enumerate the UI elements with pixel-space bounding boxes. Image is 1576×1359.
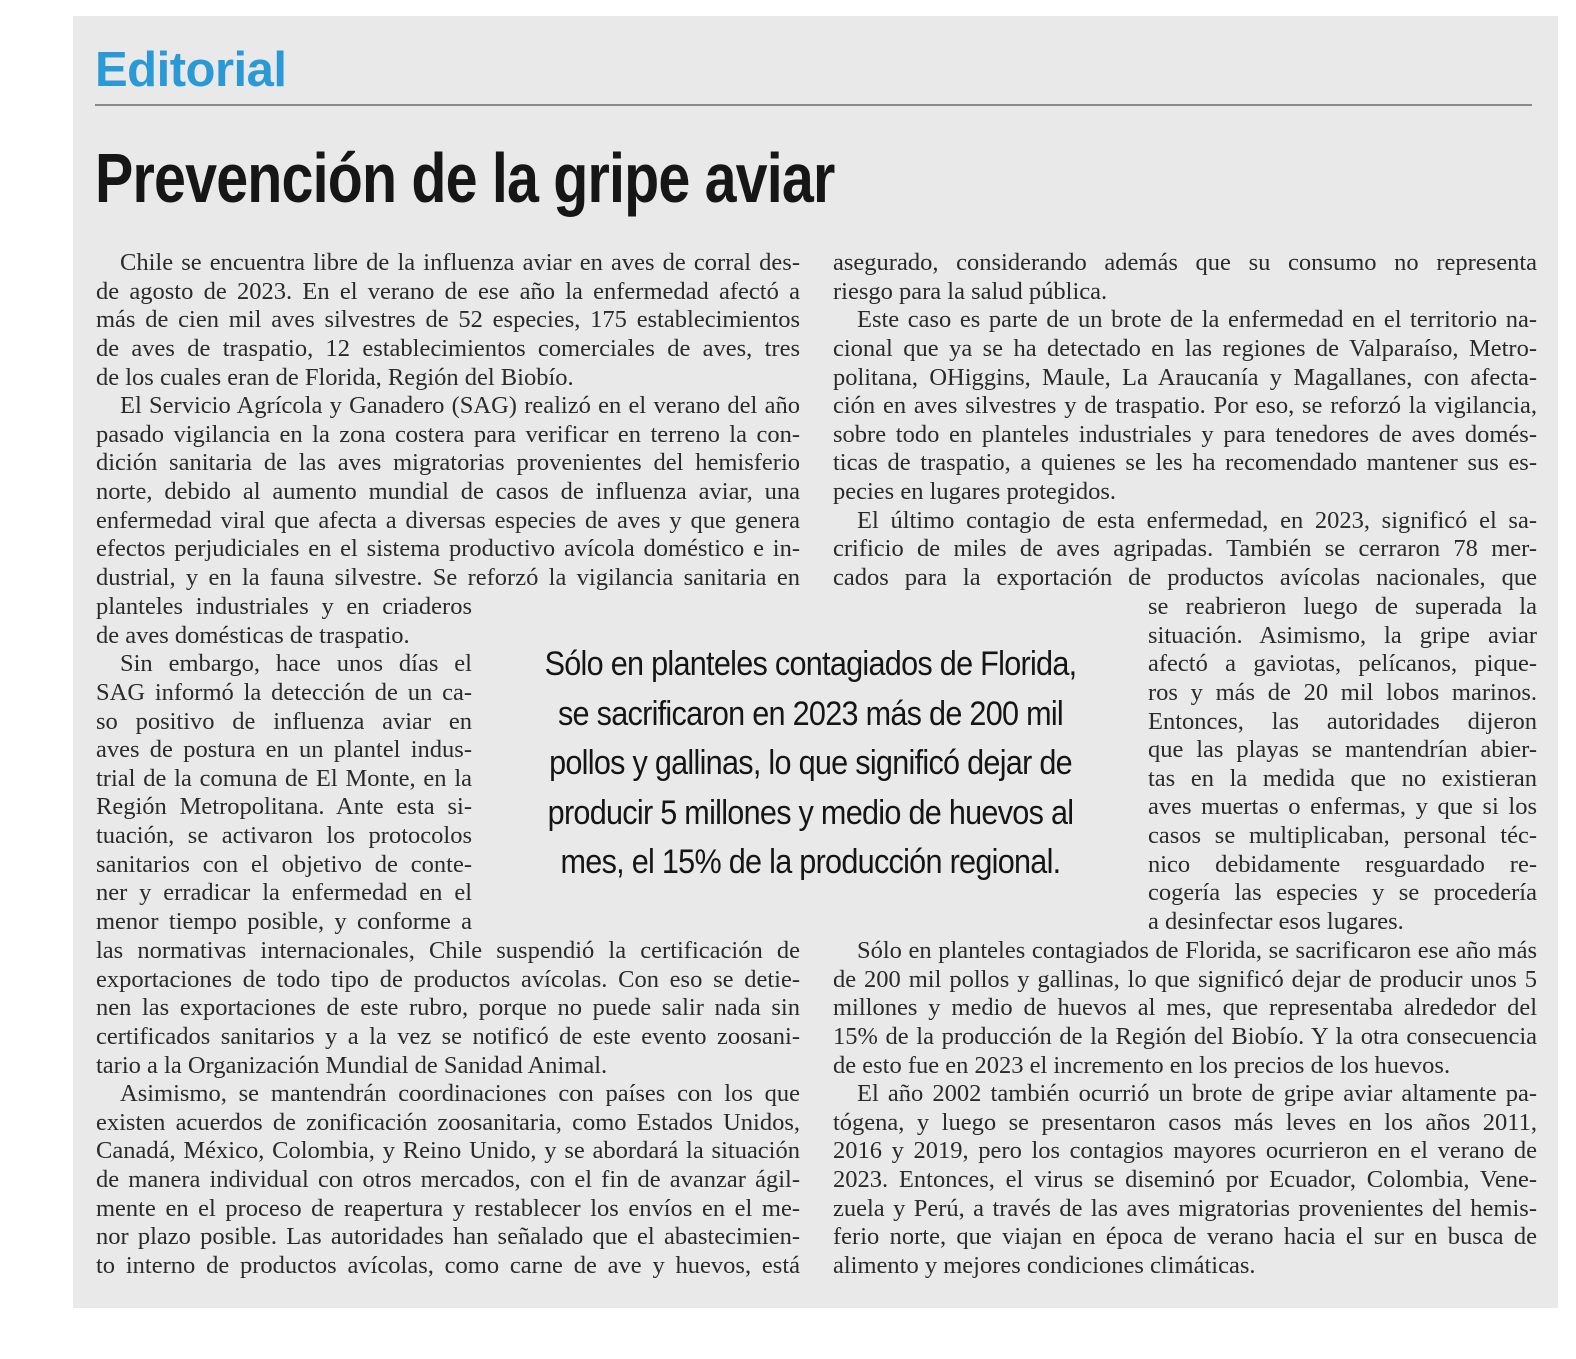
text-line: aves de postura en un plantel indus-	[96, 736, 472, 764]
text-line: 15% de la producción de la Región del Biobío. Y la otra consecuencia	[833, 1022, 1537, 1050]
text-line: de aves domésticas de traspatio.	[96, 621, 410, 649]
text-line: norte, debido al aumento mundial de casos de influenza aviar, una	[96, 478, 800, 506]
text-line: ros y más de 20 mil lobos marinos.	[1148, 678, 1537, 706]
text-line: Asimismo, se mantendrán coordinaciones con países con los que	[120, 1080, 800, 1108]
text-line: cogería las especies y se procedería	[1148, 879, 1537, 907]
text-line: asegurado, considerando además que su consumo no representa	[833, 249, 1537, 276]
text-line: mente en el proceso de reapertura y restablecer los envíos en el me-	[96, 1194, 800, 1222]
headline: Prevención de la gripe aviar	[95, 139, 835, 217]
text-line: El Servicio Agrícola y Ganadero (SAG) realizó en el verano del año	[120, 392, 800, 420]
column-left-narrow	[96, 593, 472, 937]
text-line: planteles industriales y en criaderos	[96, 593, 472, 620]
pull-quote-line: mes, el 15% de la producción regional.	[560, 843, 1061, 881]
text-line: millones y medio de huevos al mes, que representaba alrededor del	[833, 994, 1537, 1022]
text-line: aves muertas o enfermas, y que si los	[1148, 793, 1537, 821]
text-line: to interno de productos avícolas, como carne de ave y huevos, está	[96, 1252, 800, 1280]
text-line: SAG informó la detección de un ca-	[96, 678, 472, 706]
section-label: Editorial	[95, 43, 287, 97]
text-line: Canadá, México, Colombia, y Reino Unido, y se abordará la situación	[96, 1137, 800, 1165]
text-line: Sólo en planteles contagiados de Florida, se sacrificaron ese año más	[857, 937, 1537, 964]
text-line: pecies en lugares protegidos.	[833, 478, 1117, 506]
text-line: pasado vigilancia en la zona costera para verificar en terreno la con-	[96, 420, 800, 448]
text-line: El último contagio de esta enfermedad, en 2023, significó el sa-	[857, 506, 1537, 534]
text-line: crificio de miles de aves agripadas. También se cerraron 78 mer-	[833, 535, 1537, 563]
text-line: exportaciones de todo tipo de productos avícolas. Con eso se detie-	[96, 965, 800, 993]
text-line: situación. Asimismo, la gripe aviar	[1148, 621, 1537, 649]
column-left-bottom	[96, 937, 800, 1281]
column-left-top	[96, 249, 800, 593]
text-line: ticas de traspatio, a quienes se les ha recomendado mantener sus es-	[833, 449, 1537, 477]
text-line: Región Metropolitana. Ante esta si-	[96, 793, 472, 821]
text-line: politana, OHiggins, Maule, La Araucanía y Magallanes, con afecta-	[833, 363, 1537, 391]
pull-quote-line: pollos y gallinas, lo que significó dejar de	[549, 744, 1072, 782]
section-divider	[95, 104, 1532, 106]
column-right-narrow	[1148, 593, 1537, 937]
text-line: nen las exportaciones de este rubro, porque no puede salir nada sin	[96, 994, 800, 1022]
text-line: Este caso es parte de un brote de la enfermedad en el territorio na-	[857, 306, 1537, 334]
text-line: certificados sanitarios y a la vez se notificó de este evento zoosani-	[96, 1022, 800, 1050]
text-line: trial de la comuna de El Monte, en la	[96, 764, 472, 792]
text-line: dustrial, y en la fauna silvestre. Se reforzó la vigilancia sanitaria en	[96, 564, 800, 592]
text-line: El año 2002 también ocurrió un brote de gripe aviar altamente pa-	[857, 1080, 1537, 1108]
text-line: 2023. Entonces, el virus se diseminó por Ecuador, Colombia, Vene-	[833, 1166, 1537, 1194]
text-line: cados para la exportación de productos avícolas nacionales, que	[833, 564, 1537, 592]
text-line: menor tiempo posible, y conforme a	[96, 908, 472, 936]
text-line: 2016 y 2019, pero los contagios mayores ocurrieron en el verano de	[833, 1137, 1537, 1165]
text-line: afectó a gaviotas, pelícanos, pique-	[1148, 650, 1537, 678]
pull-quote-line: Sólo en planteles contagiados de Florida,	[544, 645, 1077, 683]
text-line: dición sanitaria de las aves migratorias provenientes del hemisferio	[96, 449, 800, 477]
text-line: de esto fue en 2023 el incremento en los precios de los huevos.	[833, 1051, 1451, 1079]
column-right-bottom	[833, 937, 1537, 1281]
text-line: so positivo de influenza aviar en	[96, 707, 472, 735]
text-line: se reabrieron luego de superada la	[1148, 593, 1537, 620]
text-line: Entonces, las autoridades dijeron	[1148, 707, 1537, 735]
pull-quote-line: producir 5 millones y medio de huevos al	[547, 793, 1074, 832]
column-right-top	[833, 249, 1537, 593]
text-line: las normativas internacionales, Chile suspendió la certificación de	[96, 937, 800, 964]
pull-quote-line: se sacrificaron en 2023 más de 200 mil	[557, 694, 1064, 733]
text-line: efectos perjudiciales en el sistema productivo avícola doméstico e in-	[96, 535, 800, 563]
text-line: de 200 mil pollos y gallinas, lo que significó dejar de producir unos 5	[833, 965, 1537, 993]
text-line: Chile se encuentra libre de la influenza aviar en aves de corral des-	[120, 249, 800, 276]
text-line: enfermedad viral que afecta a diversas especies de aves y que genera	[96, 506, 800, 534]
text-line: nico debidamente resguardado re-	[1148, 850, 1537, 878]
text-line: casos se multiplicaban, personal téc-	[1148, 822, 1537, 850]
text-line: de aves de traspatio, 12 establecimientos comerciales de aves, tres	[96, 334, 800, 362]
pull-quote	[497, 640, 1124, 888]
text-line: Sin embargo, hace unos días el	[120, 650, 472, 678]
text-line: que las playas se mantendrían abier-	[1148, 736, 1537, 764]
text-line: a desinfectar esos lugares.	[1148, 908, 1404, 936]
text-line: más de cien mil aves silvestres de 52 especies, 175 establecimientos	[96, 306, 800, 334]
text-line: ción en aves silvestres y de traspatio. Por eso, se reforzó la vigilancia,	[833, 392, 1537, 420]
text-line: de agosto de 2023. En el verano de ese año la enfermedad afectó a	[96, 277, 800, 305]
text-line: cional que ya se ha detectado en las regiones de Valparaíso, Metro-	[833, 334, 1537, 362]
text-line: sobre todo en planteles industriales y para tenedores de aves domés-	[833, 420, 1537, 448]
text-line: nor plazo posible. Las autoridades han señalado que el abastecimien-	[96, 1223, 800, 1251]
text-line: riesgo para la salud pública.	[833, 277, 1108, 305]
text-line: zuela y Perú, a través de las aves migratorias provenientes del hemis-	[833, 1194, 1537, 1222]
text-line: ner y erradicar la enfermedad en el	[96, 879, 472, 907]
text-line: tas en la medida que no existieran	[1148, 764, 1537, 792]
text-line: tógena, y luego se presentaron casos más leves en los años 2011,	[833, 1108, 1537, 1136]
text-line: tuación, se activaron los protocolos	[96, 822, 472, 850]
text-line: ferio norte, que viajan en época de verano hacia el sur en busca de	[833, 1223, 1537, 1251]
text-line: de los cuales eran de Florida, Región del Biobío.	[96, 363, 574, 391]
text-line: tario a la Organización Mundial de Sanidad Animal.	[96, 1051, 608, 1079]
text-line: existen acuerdos de zonificación zoosanitaria, como Estados Unidos,	[96, 1108, 800, 1136]
text-line: alimento y mejores condiciones climáticas.	[833, 1252, 1256, 1280]
text-line: sanitarios con el objetivo de conte-	[96, 850, 472, 878]
text-line: de manera individual con otros mercados, con el fin de avanzar ágil-	[96, 1166, 800, 1194]
